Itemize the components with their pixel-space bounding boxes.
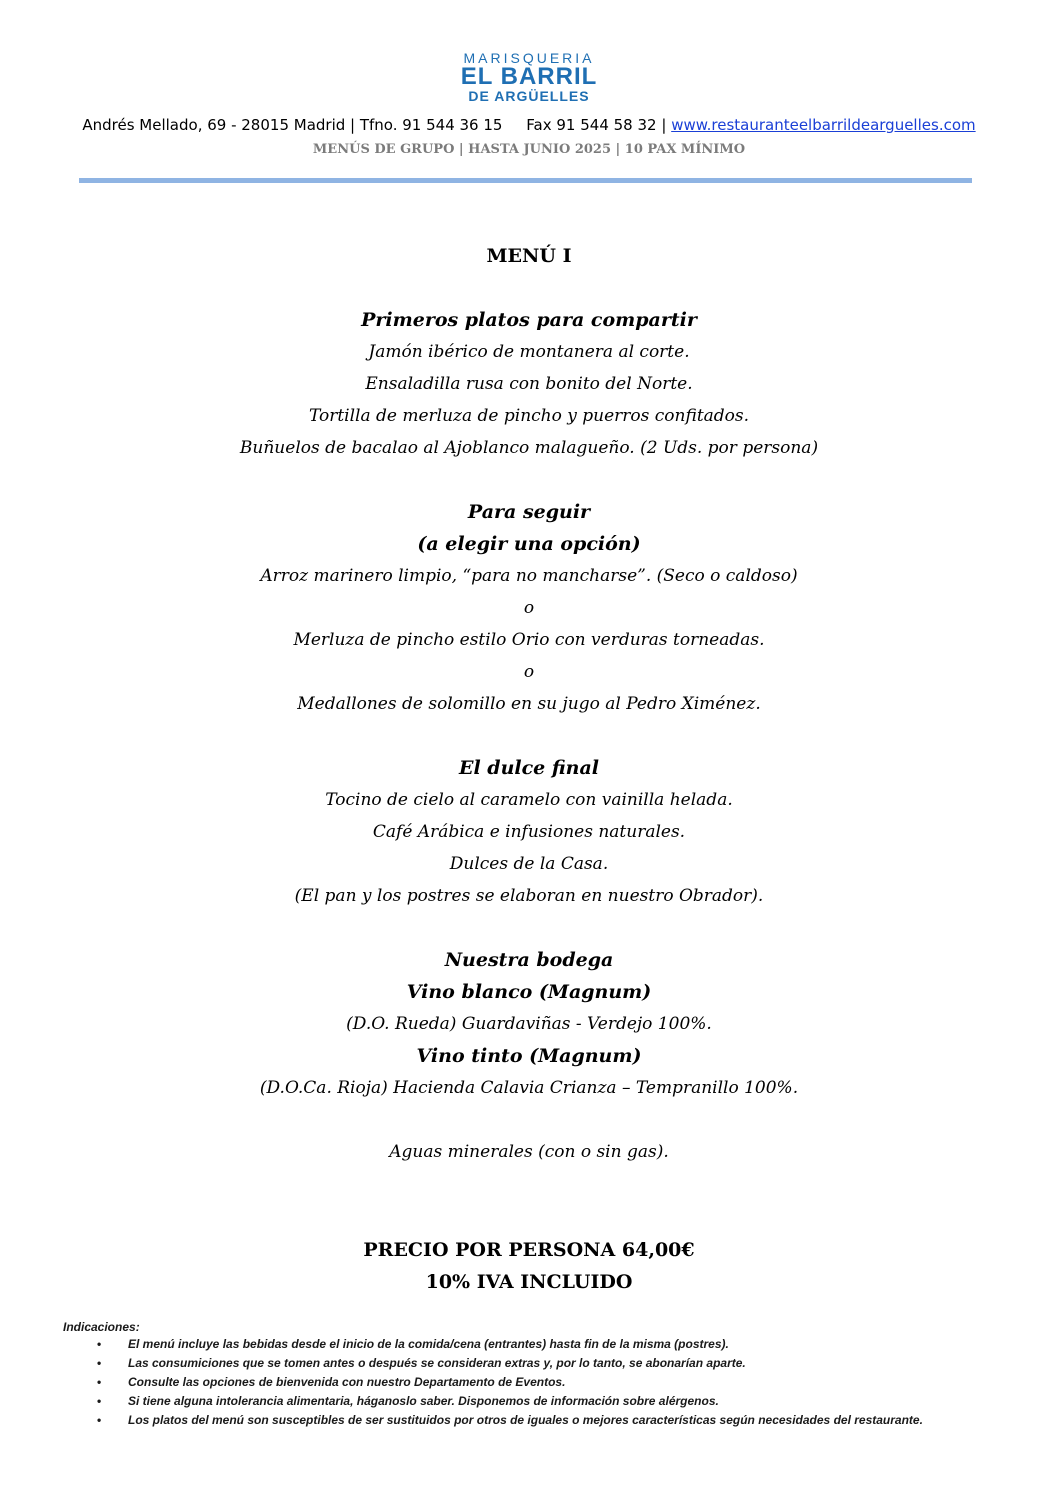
menu-item: Dulces de la Casa. (449, 854, 609, 874)
menu-item: Ensaladilla rusa con bonito del Norte. (365, 374, 693, 394)
white-wine-heading: Vino blanco (Magnum) (406, 981, 652, 1003)
price-block (0, 1234, 1058, 1298)
menu-item-separator: o (523, 662, 535, 682)
restaurant-logo (0, 50, 1058, 104)
logo-line-el-barril: EL BARRIL (460, 63, 598, 90)
logo-line-marisqueria: MARISQUERIA (463, 50, 595, 66)
menu-title: MENÚ I (486, 245, 572, 267)
indications-list (63, 1336, 943, 1428)
website-link[interactable]: www.restauranteelbarrildearguelles.com (671, 116, 976, 134)
menu-content (0, 240, 1058, 1168)
section-subheading-seguir: (a elegir una opción) (417, 533, 641, 555)
menu-item: Medallones de solomillo en su jugo al Pedro Ximénez. (297, 694, 761, 714)
price-per-person: PRECIO POR PERSONA 64,00€ (363, 1239, 695, 1261)
white-wine-item: (D.O. Rueda) Guardaviñas - Verdejo 100%. (346, 1014, 712, 1034)
menu-item: Buñuelos de bacalao al Ajoblanco malagueño. (2 Uds. por persona) (239, 438, 819, 458)
indication-item: • Consulte las opciones de bienvenida con nuestro Departamento de Eventos. (63, 1374, 943, 1390)
menu-item: Merluza de pincho estilo Orio con verduras torneadas. (293, 630, 765, 650)
indication-item: • Las consumiciones que se tomen antes o después se consideran extras y, por lo tanto, se abonarían aparte. (63, 1355, 943, 1371)
menu-item: Jamón ibérico de montanera al corte. (368, 342, 690, 362)
header-divider (79, 178, 972, 183)
menu-item: Tocino de cielo al caramelo con vainilla helada. (325, 790, 733, 810)
red-wine-item: (D.O.Ca. Rioja) Hacienda Calavia Crianza – Tempranillo 100%. (259, 1078, 799, 1098)
menu-item: (El pan y los postres se elaboran en nuestro Obrador). (294, 886, 764, 906)
red-wine-heading: Vino tinto (Magnum) (416, 1045, 642, 1067)
indication-item: • El menú incluye las bebidas desde el inicio de la comida/cena (entrantes) hasta fin de la misma (postres). (63, 1336, 943, 1352)
indication-item: • Los platos del menú son susceptibles de ser sustituidos por otros de iguales o mejores características según necesidades del restaurante. (63, 1412, 943, 1428)
address-phone: Andrés Mellado, 69 - 28015 Madrid | Tfno. 91 544 36 15 (82, 116, 503, 134)
indications-title: Indicaciones: (63, 1320, 140, 1334)
fax-number: Fax 91 544 58 32 | (526, 116, 667, 134)
indications (63, 1318, 943, 1431)
section-heading-primeros: Primeros platos para compartir (361, 309, 697, 331)
section-heading-seguir: Para seguir (467, 501, 591, 523)
section-heading-dulce: El dulce final (458, 757, 600, 779)
water-item: Aguas minerales (con o sin gas). (389, 1142, 669, 1162)
menu-item: Tortilla de merluza de pincho y puerros confitados. (308, 406, 750, 426)
indication-item: • Si tiene alguna intolerancia alimentaria, háganoslo saber. Disponemos de información sobre alérgenos. (63, 1393, 943, 1409)
contact-line (0, 116, 1058, 134)
menu-item-separator: o (523, 598, 535, 618)
menu-item: Café Arábica e infusiones naturales. (372, 822, 686, 842)
group-menu-subheading: MENÚS DE GRUPO | HASTA JUNIO 2025 | 10 PAX MÍNIMO (312, 142, 746, 157)
vat-included: 10% IVA INCLUIDO (425, 1271, 633, 1293)
section-heading-bodega: Nuestra bodega (444, 949, 614, 971)
menu-item: Arroz marinero limpio, “para no mancharse”. (Seco o caldoso) (260, 566, 798, 586)
logo-line-de-arguelles: DE ARGÜELLES (468, 88, 590, 104)
